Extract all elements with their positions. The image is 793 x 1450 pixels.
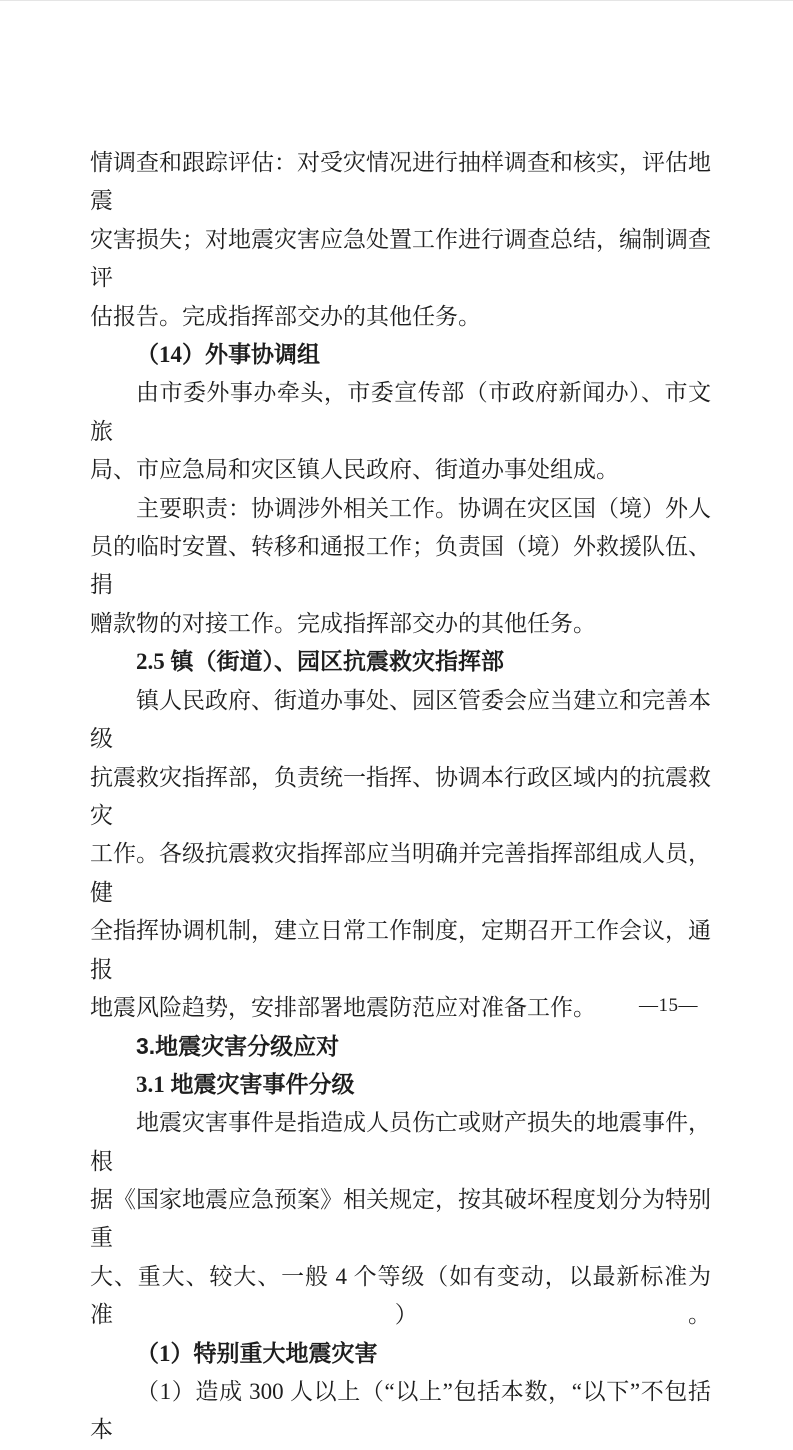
text-block xyxy=(90,144,711,1450)
body-line: 赠款物的对接工作。完成指挥部交办的其他任务。 xyxy=(90,610,596,636)
body-line: 全指挥协调机制，建立日常工作制度，定期召开工作会议，通报 xyxy=(90,918,711,982)
body-line: 镇人民政府、街道办事处、园区管委会应当建立和完善本级 xyxy=(90,687,711,752)
body-line: 灾害损失；对地震灾害应急处置工作进行调查总结，编制调查评 xyxy=(90,226,711,291)
body-line: 情调查和跟踪评估：对受灾情况进行抽样调查和核实，评估地震 xyxy=(90,150,711,214)
body-line: 工作。各级抗震救灾指挥部应当明确并完善指挥部组成人员，健 xyxy=(90,841,711,905)
heading-3-graded-response: 3.地震灾害分级应对 xyxy=(136,1033,340,1060)
paragraph xyxy=(90,336,711,374)
body-line: 员的临时安置、转移和通报工作；负责国（境）外救援队伍、捐 xyxy=(90,534,711,598)
heading-2-5-town-street-park-command: 2.5 镇（街道）、园区抗震救灾指挥部 xyxy=(136,649,504,675)
paragraph xyxy=(90,1027,711,1065)
body-line: （1）造成 300 人以上（“以上”包括本数，“以下”不包括本 xyxy=(90,1379,711,1443)
paragraph xyxy=(90,144,711,336)
paragraph xyxy=(90,1104,711,1334)
body-line: 主要职责：协调涉外相关工作。协调在灾区国（境）外人 xyxy=(136,495,711,521)
paragraph xyxy=(90,374,711,489)
paragraph xyxy=(90,682,711,1028)
body-line: 地震风险趋势，安排部署地震防范应对准备工作。 xyxy=(90,994,596,1020)
body-line: 由市委外事办牵头，市委宣传部（市政府新闻办）、市文旅 xyxy=(90,380,711,444)
paragraph xyxy=(90,1335,711,1373)
body-line: 地震灾害事件是指造成人员伤亡或财产损失的地震事件，根 xyxy=(90,1110,711,1174)
body-line: 大、重大、较大、一般 4 个等级（如有变动，以最新标准为准）。 xyxy=(90,1263,711,1328)
paragraph xyxy=(90,643,711,681)
body-line: 抗震救灾指挥部，负责统一指挥、协调本行政区域内的抗震救灾 xyxy=(90,764,711,828)
scan-edge-line xyxy=(0,0,793,1)
heading-3-1-event-classification: 3.1 地震灾害事件分级 xyxy=(136,1071,355,1097)
body-line: 局、市应急局和灾区镇人民政府、街道办事处组成。 xyxy=(90,457,619,483)
paragraph xyxy=(90,1066,711,1104)
body-line: 估报告。完成指挥部交办的其他任务。 xyxy=(90,303,481,329)
paragraph xyxy=(90,490,711,644)
heading-14-foreign-affairs-coordination-group: （14）外事协调组 xyxy=(136,342,320,368)
paragraph xyxy=(90,1373,711,1450)
body-line: 据《国家地震应急预案》相关规定，按其破坏程度划分为特别重 xyxy=(90,1186,711,1251)
page-number: —15— xyxy=(639,995,698,1016)
heading-1-especially-major-earthquake-disaster: （1）特别重大地震灾害 xyxy=(136,1340,378,1366)
